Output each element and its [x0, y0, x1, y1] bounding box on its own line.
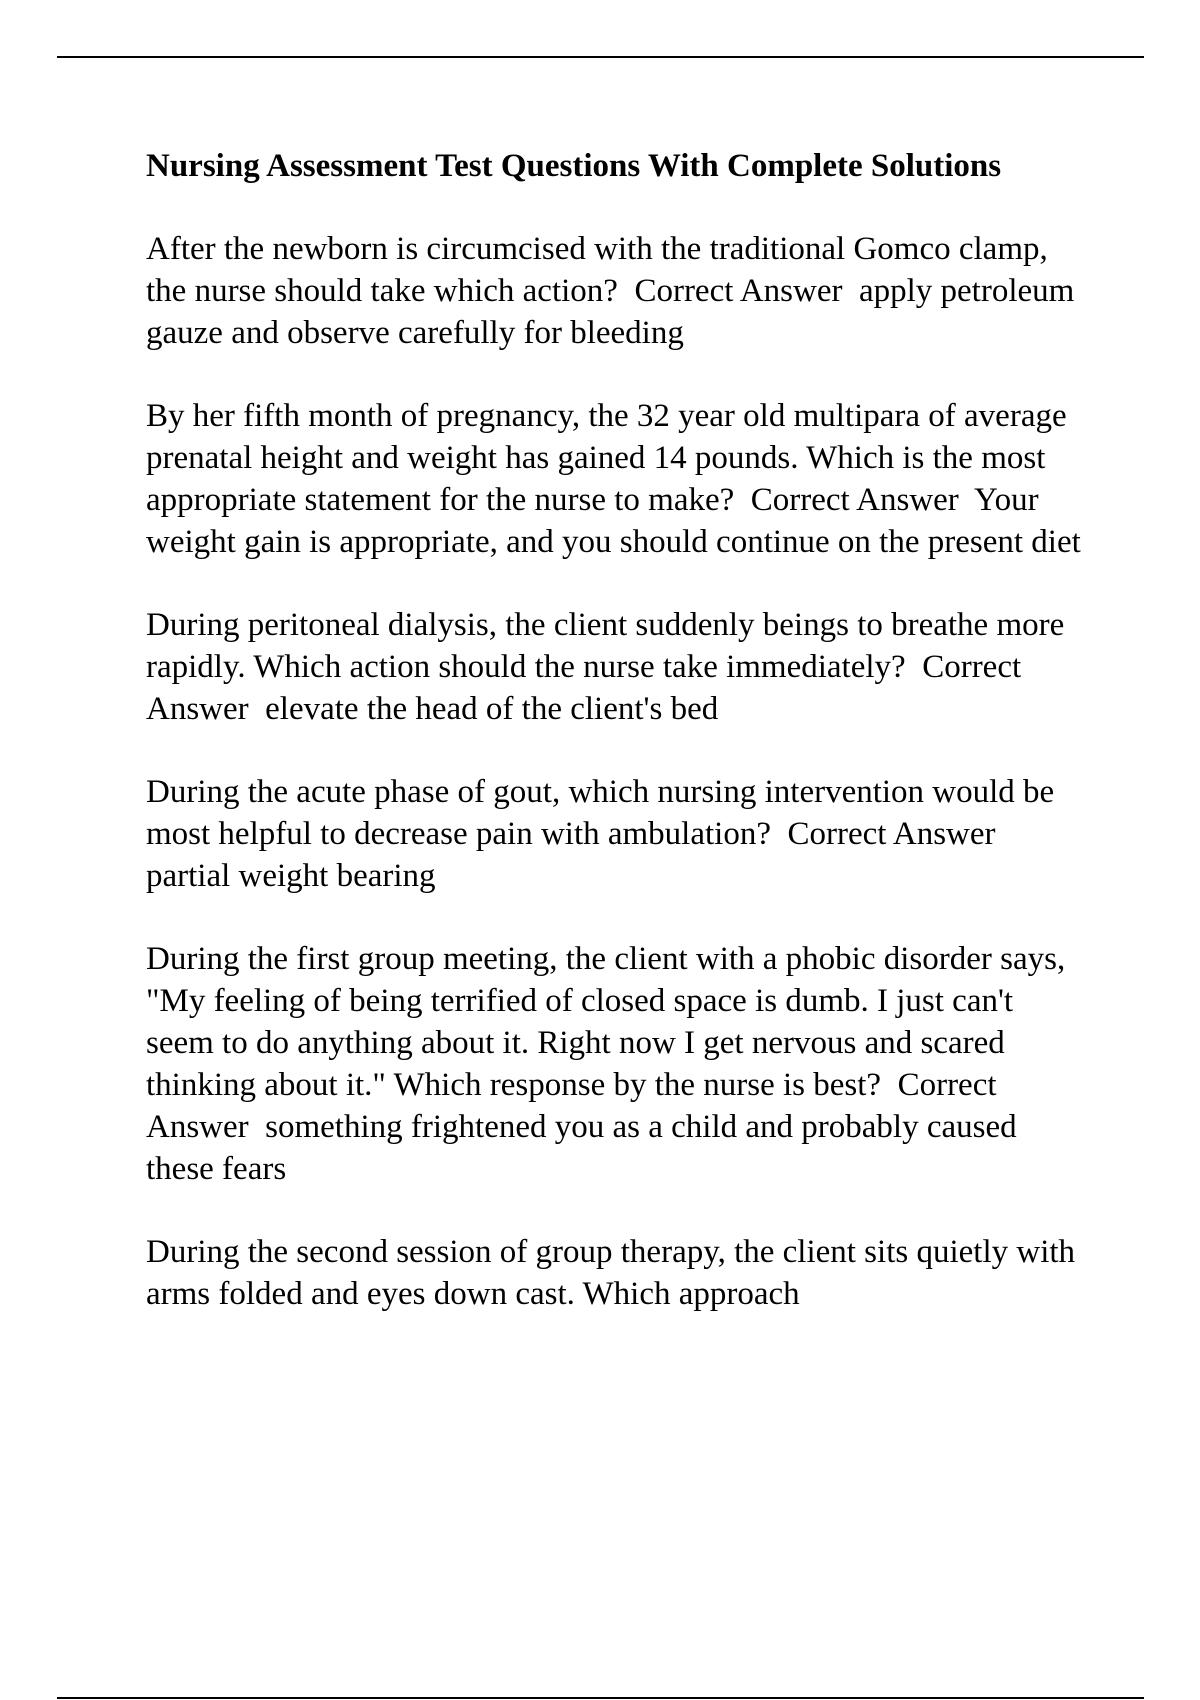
footer-rule: [57, 1697, 1144, 1699]
question-item-1: After the newborn is circumcised with the traditional Gomco clamp, the nurse should take which action? Correct Answer apply petroleum gauze and observe carefully for bleeding: [146, 231, 1083, 351]
question-item-2: By her fifth month of pregnancy, the 32 year old multipara of average prenatal height and weight has gained 14 pounds. Which is the most appropriate statement for the nurse to make? Correct Answer Your weight gain is appropriate, and you should continue on the present diet: [146, 398, 1081, 560]
document-title: Nursing Assessment Test Questions With Complete Solutions: [146, 148, 1002, 184]
question-item-6: During the second session of group therapy, the client sits quietly with arms folded and eyes down cast. Which approach: [146, 1234, 1084, 1312]
document-body: [146, 145, 1086, 1356]
header-rule: [57, 56, 1144, 58]
question-item-3: During peritoneal dialysis, the client suddenly beings to breathe more rapidly. Which action should the nurse take immediately? Correct Answer elevate the head of the client's bed: [146, 607, 1073, 727]
question-item-4: During the acute phase of gout, which nursing intervention would be most helpful to decrease pain with ambulation? Correct Answer partial weight bearing: [146, 774, 1063, 894]
question-item-5: During the first group meeting, the client with a phobic disorder says, "My feeling of being terrified of closed space is dumb. I just can't seem to do anything about it. Right now I get nervous and scared thinking about it." Which response by the nurse is best? Correct Answer something frightened you as a child and probably caused these fears: [146, 941, 1074, 1187]
